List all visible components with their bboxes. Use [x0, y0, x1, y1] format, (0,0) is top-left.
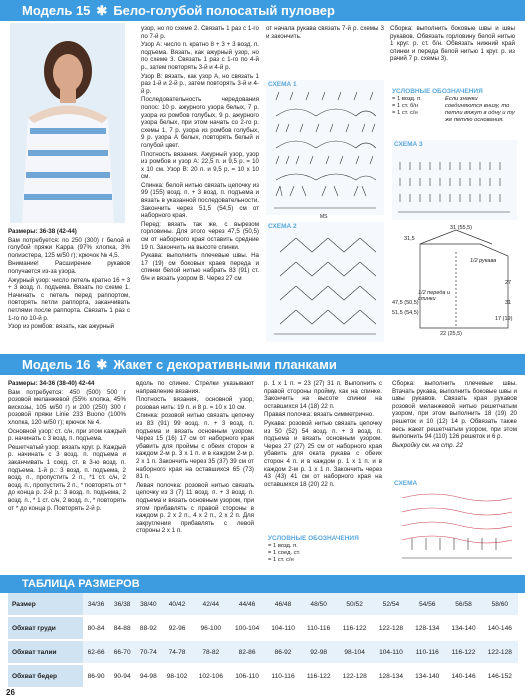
m15-c2-p4: Плотность вязания. Ажурный узор, узор из ромбов и узор А: 22,5 п. и 9,5 р. = 10 х 10 см. Узор В: 20 п. и 9,5 р. = 10 х 10 см.	[141, 150, 259, 181]
size-cell: 66-70	[109, 640, 135, 664]
size-cell: 40/42	[161, 593, 192, 616]
size-cell: 46/48	[265, 593, 301, 616]
size-cell: 134-140	[445, 616, 481, 640]
size-table	[8, 593, 518, 689]
size-cell: 140-146	[482, 616, 518, 640]
size-cell: 100-104	[229, 616, 265, 640]
size-cell: 54/56	[409, 593, 445, 616]
size-cell: 58/60	[482, 593, 518, 616]
m16-c2-p2: Спинка: розовой нитью связать цепочку из 83 (91) 99 возд. п. + 3 возд. п. подъема и вязать основным узором. Через 15 (16) 17 см от наборного края убавить для проймы с обеих сторон в каждом 2-м р. 3 х 1 п. и в каждом 2-м р. 2 х 1 п. Закончить через 35 (37) 39 см от наборного края на оставшихся 65 (73) 81 п.	[136, 412, 254, 481]
size-cell: 122-128	[482, 640, 518, 664]
model15-header: Модель 15 ✱ Бело-голубой полосатый пуловер	[0, 0, 525, 21]
size-cell: 98-102	[161, 664, 192, 688]
model15-photo	[10, 23, 125, 223]
pattern-label-r1: 27	[505, 280, 512, 286]
m15-c1-p2: Внимание! Расширение рукавов получается из-за узора.	[8, 260, 130, 275]
size-cell: 106-110	[229, 664, 265, 688]
m16-c2-p3: Левая полочка: розовой нитью связать цепочку из 3 (7) 11 возд. п. + 3 возд. п. подъема и вязать основным узором, при этом прибавлять с правой стороны в каждом р. 2 х 2 п., 4 х 2 п., 2 х 2 п. Для закругления прибавлять с левой стороны 2 х 1 п.	[136, 481, 254, 535]
legend16-item-2: = 1 ст. с/н	[268, 557, 294, 563]
m15-c1-p3: Ажурный узор: число петель кратно 16 + 3 + 3 возд. п. подъема. Вязать по схеме 1. Начинать с петель перед раппортом, повторять петли раппорта, заканчивать петлями после раппорта. Связать 1 раз с 1-го по 10-й р.	[8, 276, 131, 322]
m16-c3-p0: р. 1 х 1 п. = 23 (27) 31 п. Выполнить с правой стороны пройму, как на спинке. Закончить на высоте спинки на оставшихся 14 (18) 22 п.	[264, 380, 382, 410]
size-row-label: Обхват груди	[8, 616, 83, 640]
scheme3-diagram	[392, 150, 517, 220]
size-table-section	[0, 575, 525, 689]
page-number: 26	[6, 688, 15, 697]
legend16-item-0: = 1 возд. п.	[268, 543, 298, 549]
scheme1-title: СХЕМА 1	[268, 81, 297, 88]
scheme2-title: СХЕМА 2	[268, 223, 297, 230]
size-cell: 38/40	[135, 593, 161, 616]
size-cell: 146-152	[482, 664, 518, 688]
legend15-item-2: = 1 ст. с/н	[392, 110, 418, 116]
size-cell: 36/38	[109, 593, 135, 616]
m16-c1-p1: Вам потребуется: 450 (500) 500 г розовой меланжевой (55% хлопка, 45% вискозы, 105 м/50 г) и 200 (250) 300 г розовой пряжи Linie 233 Buono (100% хлопка, 120 м/50 г); крючок № 4.	[8, 388, 126, 426]
legend16-list	[268, 543, 378, 564]
model15-col3	[266, 25, 384, 41]
model15-col1	[8, 228, 130, 332]
m16-c1-p2: Основной узор: ст. с/н, при этом каждый р. начинать с 3 возд. п. подъема.	[8, 427, 126, 443]
scheme1-diagram	[266, 88, 384, 213]
size-cell: 80-84	[83, 616, 109, 640]
model15-title: Бело-голубой полосатый пуловер	[113, 3, 335, 18]
m16-c4-p1: Выкройку см. на стр. 22	[392, 441, 463, 449]
size-table-row	[8, 664, 518, 688]
m15-c3-p1: Сборка: выполнить боковые швы и швы рукавов. Обвязать горловину белой нитью 1 круг. р. ст. б/н. Обвязать нижний край спинки и переда белой нитью 1 круг. р. из рачий 7 р. схемы 3).	[390, 25, 515, 63]
size-cell: 104-110	[265, 616, 301, 640]
legend15-note: Если значки соединяются внизу, то петли вяжут в одну и ту же петлю основания.	[445, 96, 515, 123]
size-cell: 56/58	[445, 593, 481, 616]
legend15-item-1: = 1 ст. б/н	[392, 103, 419, 109]
size-cell: 50/52	[336, 593, 372, 616]
legend15-title: УСЛОВНЫЕ ОБОЗНАЧЕНИЯ	[392, 88, 483, 95]
m15-c1-p0: Размеры: 36-38 (42-44)	[8, 228, 77, 235]
pattern-label-front: 1/2 переда и спинки	[418, 290, 451, 302]
size-cell: 116-122	[445, 640, 481, 664]
m16-c2-p0: вдоль по спинке. Стрелки указывают направление вязания.	[136, 380, 254, 395]
size-table-row	[8, 616, 518, 640]
m15-c1-p1: Вам потребуется: по 250 (300) г белой и голубой пряжи Kappa (97% хлопка, 3% полиэстера, 125 м/50 г); крючок № 4,5.	[8, 236, 130, 259]
pattern-label-bottom: 22 (25,5)	[440, 331, 463, 337]
m16-c1-p0: Размеры: 34-36 (38-40) 42-44	[8, 380, 95, 387]
scheme3-title: СХЕМА 3	[394, 141, 423, 148]
size-cell: 102-106	[193, 664, 229, 688]
m15-c2-p5: Спинка: белой нитью связать цепочку из 99 (155) возд. п. + 3 возд. п. подъема и вязать в указанной последовательности. Закончить через 51,5 (54,5) см от наборного края.	[141, 181, 259, 220]
model16-col3	[264, 380, 382, 489]
size-cell: 98-104	[336, 640, 372, 664]
size-cell: 62-66	[83, 640, 109, 664]
m16-c3-p1: Правая полочка: вязать симметрично.	[264, 411, 374, 419]
legend15-item-0: = 1 возд. п.	[392, 96, 422, 102]
pattern-label-top: 31 (55,5)	[450, 225, 473, 231]
size-cell: 104-110	[373, 640, 409, 664]
size-cell: 52/54	[373, 593, 409, 616]
pattern-label-left1: 47,5 (50,5)	[392, 300, 419, 306]
m16-c1-p3: Решетчатый узор: вязать круг. р. Каждый р. начинать с 3 возд. п. подъема и заканчивать 1 соед. ст. в 3-ю возд. п. подъема. 1-й р.: 3 возд. п. подъема, 2 возд. п., пропустить 2 п., *1 ст. с/н, 2 возд. п., пропустить 2 п., * повторять от * до конца р. 2-й р.: 3 возд. п. подъема, 2 возд. п., * 1 ст. с/н, 2 возд. п., * повторять от * до конца р. Повторять 2-й р.	[8, 443, 126, 512]
size-cell: 110-116	[265, 664, 301, 688]
size-cell: 86-92	[265, 640, 301, 664]
model15-col4	[390, 25, 515, 64]
m15-c2-p3: Последовательность чередования полос: 10 р. ажурного узора белых, 7 р. узора из ромбов голубых, 9 р. ажурного узора белых, при этом начать со 2-го р. схемы 1, 7 р. узора из ромбов голубых, 9 р. узора А белых, повторять белый и голубой цвет.	[141, 96, 259, 149]
size-cell: 82-86	[229, 640, 265, 664]
size-cell: 42/44	[193, 593, 229, 616]
size-cell: 86-90	[83, 664, 109, 688]
model16-col4	[392, 380, 517, 450]
size-cell: 92-98	[301, 640, 337, 664]
model15-number: Модель 15	[22, 3, 91, 18]
size-cell: 110-116	[409, 640, 445, 664]
size-cell: 128-134	[409, 616, 445, 640]
scheme16-diagram	[392, 488, 520, 568]
size-cell: 122-128	[336, 664, 372, 688]
size-cell: 88-92	[135, 616, 161, 640]
pattern-label-left2: 51,5 (54,5)	[392, 310, 419, 316]
m15-c3-p0: от начала рукава связать 7-й р. схемы 3 и закончить.	[266, 25, 384, 40]
size-cell: 94-98	[135, 664, 161, 688]
size-cell: 84-88	[109, 616, 135, 640]
model16-title: Жакет с декоративными планками	[113, 357, 337, 372]
model16-col2	[136, 380, 254, 536]
size-table-row	[8, 593, 518, 616]
size-cell: 92-96	[161, 616, 192, 640]
m16-c2-p1: Плотность вязания, основной узор, розовая нить: 19 п. и 8 р. = 10 х 10 см.	[136, 396, 254, 411]
size-cell: 116-122	[336, 616, 372, 640]
size-cell: 110-116	[301, 616, 337, 640]
m16-c3-p2: Рукава: розовой нитью связать цепочку из 50 (52) 54 возд. п. + 3 возд. п. подъема и вязать основным узором. Через 27 (27) 25 см от наборного края убавить для оката рукава с обеих сторон 4 п. и в каждом р. 1 х 1 п. и в каждом 2-м р. 1 х 1 п. Закончить через 43 (43) 41 см от наборного края на оставшихся 18 (20) 22 п.	[264, 419, 382, 488]
size-cell: 74-78	[161, 640, 192, 664]
size-cell: 90-94	[109, 664, 135, 688]
size-cell: 34/36	[83, 593, 109, 616]
legend16-item-1: = 1 соед. ст.	[268, 550, 301, 556]
size-row-label: Обхват талии	[8, 640, 83, 664]
legend16-title: УСЛОВНЫЕ ОБОЗНАЧЕНИЯ	[268, 535, 359, 542]
legend15-list	[392, 96, 442, 117]
m15-c1-p4: Узор из ромбов: вязать, как ажурный	[8, 323, 115, 331]
pattern-label-p1: 31,5	[404, 236, 415, 242]
pattern-label-r2: 31	[505, 300, 512, 306]
size-row-label: Размер	[8, 593, 83, 616]
size-table-title: ТАБЛИЦА РАЗМЕРОВ	[0, 575, 525, 593]
size-cell: 70-74	[135, 640, 161, 664]
size-row-label: Обхват бедер	[8, 664, 83, 688]
m15-c2-p1: Узор А: число п. кратно 8 + 3 + 3 возд. п. подъема. Вязать, как ажурный узор, но по схеме 3. Связать 1 раз с 1-го по 4-й р., затем повторять 3-й и 4-й р.	[141, 41, 259, 71]
m15-c2-p2: Узор В: вязать, как узор А, но связать 1 раз 1-й и 2-й р., затем повторять 3-й и 4-й р.	[141, 72, 259, 95]
size-cell: 122-128	[373, 616, 409, 640]
pattern-label-sleeve: 1/2 рукава	[470, 258, 497, 264]
m15-c2-p6: Перед: вязать так же, с вырезом горловины. Для этого через 47,5 (50,5) см от наборного края оставить средние 19 п. Закончить на высоте спинки.	[141, 220, 259, 251]
m16-c4-p0: Сборка: выполнить плечевые швы. Втачать рукава, выполнить боковые швы и швы рукавов. Связать края рукавов розовой меланжевой нитью решетчатым узором, при этом выполнить 18 (19) 20 решеток и 10 (12) 14 р. Обвязать также весь жакет решетчатым узором, при этом выполнить 94 (110) 126 решеток и 6 р.	[392, 380, 517, 441]
model16-number: Модель 16	[22, 357, 91, 372]
m15-c2-p7: Рукава: выполнить плечевые швы. На 17 (19) см боковых краев переда и спинки белой нитью набрать 83 (91) ст. б/н и вязать узором В. Через 27 см	[141, 252, 259, 282]
scheme2-diagram	[266, 230, 384, 340]
size-cell: 44/46	[229, 593, 265, 616]
scheme16-title: СХЕМА	[394, 480, 418, 487]
size-cell: 96-100	[193, 616, 229, 640]
model16-col1	[8, 380, 126, 513]
pattern-label-r3: 17 (19)	[495, 316, 513, 322]
size-cell: 78-82	[193, 640, 229, 664]
model16-header: Модель 16 ✱ Жакет с декоративными планками	[0, 354, 525, 375]
size-cell: 134-140	[409, 664, 445, 688]
m15-c2-p0: узор, но по схеме 2. Связать 1 раз с 1-го по 7-й р.	[141, 25, 259, 40]
size-table-row	[8, 640, 518, 664]
size-cell: 116-122	[301, 664, 337, 688]
size-cell: 140-146	[445, 664, 481, 688]
model15-col2	[141, 25, 259, 284]
size-cell: 48/50	[301, 593, 337, 616]
size-cell: 128-134	[373, 664, 409, 688]
scheme1-ms: MS	[320, 214, 328, 220]
